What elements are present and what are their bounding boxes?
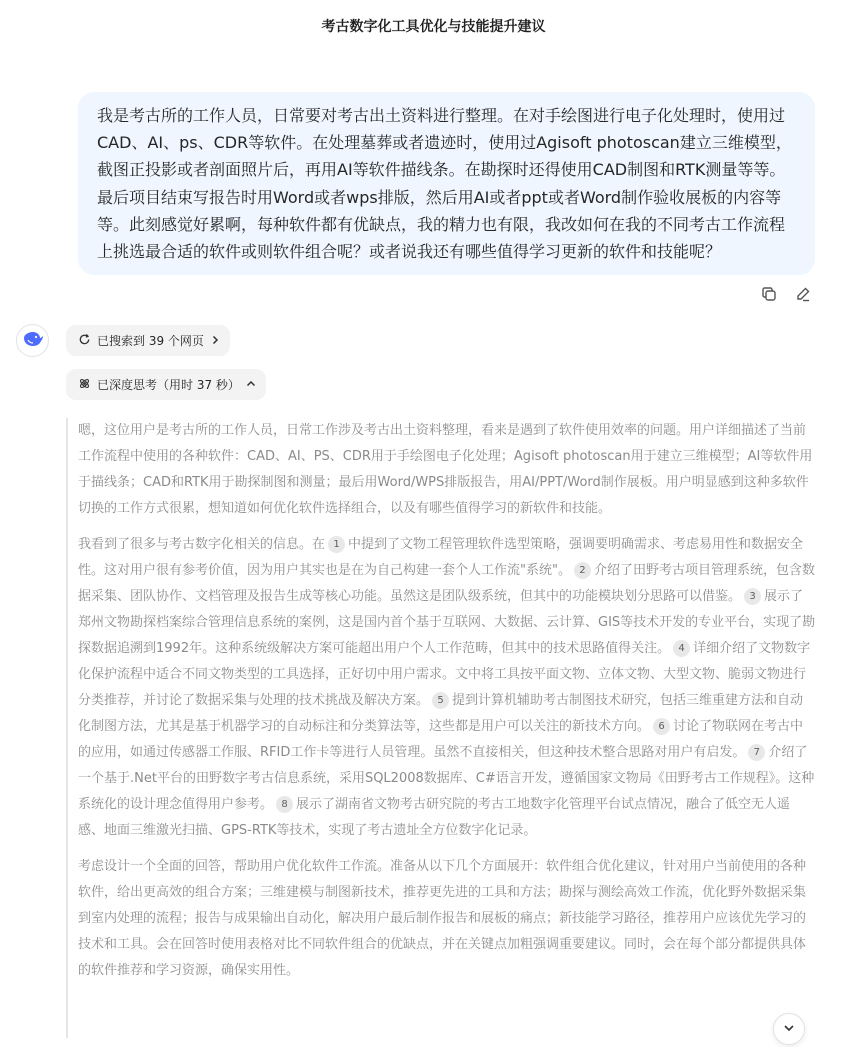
scroll-to-bottom-button[interactable]: [773, 1013, 805, 1045]
citation-5[interactable]: 5: [432, 692, 449, 709]
edit-icon: [794, 285, 812, 307]
citation-1[interactable]: 1: [328, 536, 345, 553]
thinking-p2-segment: 详细介绍了文物数字化保护流程中适合不同文物类型的工具选择，正好切中用户需求。文中将工具按平面文物、立体文物、大型文物、脆弱文物进行分类推荐，并讨论了数据采集与处理的技术挑战及解决方案。: [78, 641, 811, 708]
deep-thinking-toggle[interactable]: [66, 369, 266, 400]
refresh-search-icon: [78, 333, 91, 349]
chevron-up-icon: [246, 378, 256, 392]
deep-thinking-label: 已深度思考（用时 37 秒）: [97, 378, 240, 392]
citation-3[interactable]: 3: [744, 588, 761, 605]
assistant-avatar: [16, 324, 49, 357]
thinking-content: [66, 418, 818, 1038]
citation-2[interactable]: 2: [574, 562, 591, 579]
copy-icon: [760, 285, 778, 307]
chevron-down-icon: [782, 1020, 796, 1039]
citation-6[interactable]: 6: [653, 718, 670, 735]
edit-button[interactable]: [792, 285, 814, 307]
citation-8[interactable]: 8: [276, 796, 293, 813]
thinking-p2-segment: 介绍了一个基于.Net平台的田野数字考古信息系统，采用SQL2008数据库、C#语言开发，遵循国家文物局《田野考古工作规程》。这种系统化的设计理念值得用户参考。: [78, 745, 815, 812]
thinking-paragraph-3: 考虑设计一个全面的回答，帮助用户优化软件工作流。准备从以下几个方面展开：软件组合优化建议，针对用户当前使用的各种软件，给出更高效的组合方案；三维建模与制图新技术，推荐更先进的工具和方法；勘探与测绘高效工作流，优化野外数据采集到室内处理的流程；报告与成果输出自动化，解决用户最后制作报告和展板的痛点；新技能学习路径，推荐用户应该优先学习的技术和工具。会在回答时使用表格对比不同软件组合的优缺点，并在关键点加粗强调重要建议。同时，会在每个部分都提供具体的软件推荐和学习资源，确保实用性。: [78, 859, 807, 978]
thinking-p2-segment: 展示了郑州文物勘探档案综合管理信息系统的案例，这是国内首个基于互联网、大数据、云计算、GIS等技术开发的专业平台，实现了勘探数据追溯到1992年。这种系统级解决方案可能超出用户个人工作范畴，但其中的技术思路值得关注。: [78, 589, 816, 656]
user-message-text: 我是考古所的工作人员，日常要对考古出土资料进行整理。在对手绘图进行电子化处理时，使用过CAD、AI、ps、CDR等软件。在处理墓葬或者遗迹时，使用过Agisoft photoscan建立三维模型，截图正投影或者剖面照片后，再用AI等软件描线条。在勘探时还得使用CAD制图和RTK测量等等。最后项目结束写报告时用Word或者wps排版，然后用AI或者ppt或者Word制作验收展板的内容等等。此刻感觉好累啊，每种软件都有优缺点，我的精力也有限，我改如何在我的不同考古工作流程上挑选最合适的软件或则软件组合呢？或者说我还有哪些值得学习更新的软件和技能呢？: [97, 106, 792, 262]
atom-icon: [78, 377, 91, 393]
thinking-p2-segment: 提到计算机辅助考古制图技术研究，包括三维重建方法和自动化制图方法，尤其是基于机器学习的自动标注和分类算法等，这些都是用户可以关注的新技术方向。: [78, 693, 804, 734]
whale-logo-icon: [21, 327, 45, 355]
page-title: 考古数字化工具优化与技能提升建议: [321, 19, 546, 35]
thinking-paragraph-2: [78, 532, 816, 844]
citation-7[interactable]: 7: [748, 744, 765, 761]
thinking-paragraph-1: 嗯，这位用户是考古所的工作人员，日常工作涉及考古出土资料整理，看来是遇到了软件使用效率的问题。用户详细描述了当前工作流程中使用的各种软件：CAD、AI、PS、CDR用于手绘图电子化处理；Agisoft photoscan用于建立三维模型；AI等软件用于描线条；CAD和RTK用于勘探制图和测量；最后用Word/WPS排版报告，用AI/PPT/Word制作展板。用户明显感到这种多软件切换的工作方式很累，想知道如何优化软件选择组合，以及有哪些值得学习的新软件和技能。: [78, 423, 813, 516]
thinking-p2-segment: 介绍了田野考古项目管理系统，包含数据采集、团队协作、文档管理及报告生成等核心功能。虽然这是团队级系统，但其中的功能模块划分思路可以借鉴。: [78, 563, 815, 604]
user-message-bubble: [78, 92, 815, 275]
search-results-label: 已搜索到 39 个网页: [97, 334, 204, 348]
copy-button[interactable]: [758, 285, 780, 307]
chevron-right-icon: [210, 334, 220, 348]
message-actions: [758, 285, 814, 307]
thinking-p2-intro: 我看到了很多与考古数字化相关的信息。在: [78, 537, 326, 552]
citation-4[interactable]: 4: [673, 640, 690, 657]
thinking-p2-segment: 展示了湖南省文物考古研究院的考古工地数字化管理平台试点情况，融合了低空无人遥感、地面三维激光扫描、GPS-RTK等技术，实现了考古遗址全方位数字化记录。: [78, 797, 791, 838]
thinking-p2-segment: 讨论了物联网在考古中的应用，如通过传感器工作服、RFID工作卡等进行人员管理。虽然不直接相关，但这种技术整合思路对用户有启发。: [78, 719, 804, 760]
thinking-p2-segment: 中提到了文物工程管理软件选型策略，强调要明确需求、考虑易用性和数据安全性。这对用户很有参考价值，因为用户其实也是在为自己构建一套个人工作流"系统"。: [78, 537, 804, 578]
search-results-pill[interactable]: [66, 325, 230, 356]
